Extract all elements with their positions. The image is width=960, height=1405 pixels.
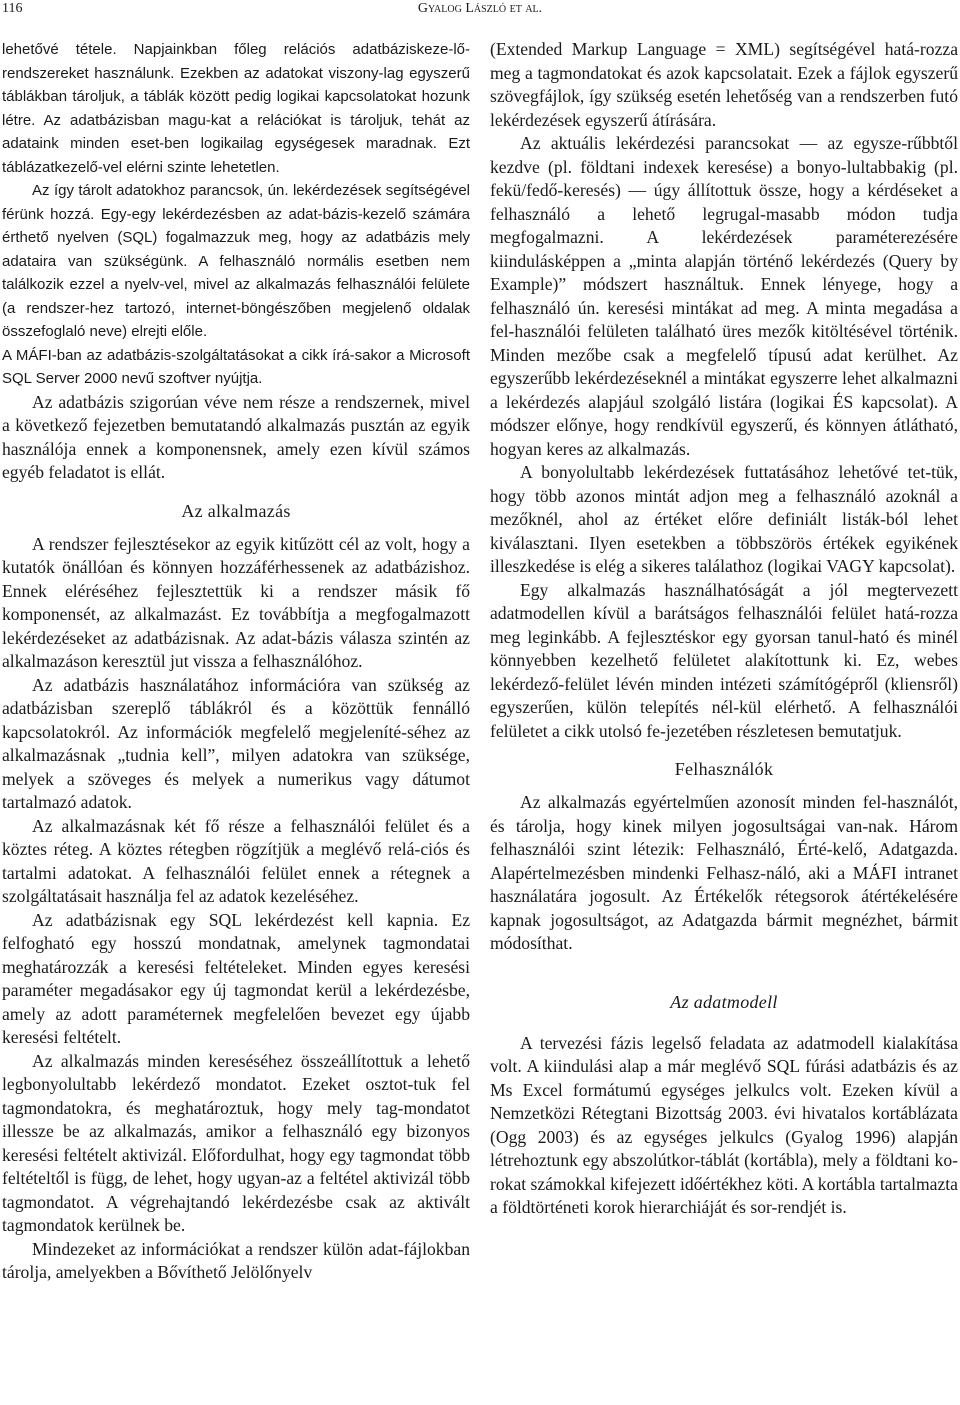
left-column	[2, 38, 470, 1285]
running-head: Gyalog László et al.	[417, 1, 543, 16]
paragraph	[2, 38, 470, 179]
text-run: Az adatbázisban magu-kat a relációkat is tároljuk, tehát az adataink minden eset-ben logikailag egységesek maradnak. Ezt táblázatkezelő-vel elérni szinte lehetetlen.	[2, 111, 470, 176]
paragraph	[2, 179, 470, 344]
text-run: lehetővé tétele. Napjainkban főleg relációs adatbáziskeze-lő-rendszereket használunk. Ezekben az adatokat viszony-lag egyszerű táblákban tároljuk, a táblák között pedig logikai kapcsolatokat hozunk létre.	[2, 41, 470, 129]
section-heading-felhasznalok: Felhasználók	[674, 759, 774, 779]
paragraph: A bonyolultabb lekérdezések futtatásához lehetővé tet-tük, hogy több azonos mintát adjon meg a felhasználó azoknál a mezőknél, ahol az értéket előre definiált listák-ból lehet kiválasztani. Ilyen esetekben a többszörös értékek egyikének illeszkedése is elég a sikeres találathoz (logikai VAGY kapcsolat).	[490, 462, 958, 576]
text-run: Az így tárolt adatokhoz parancsok, ún. lekérdezések segítségével férünk hozzá.	[2, 182, 470, 223]
paragraph: Egy alkalmazás használhatóságát a jól megtervezett adatmodellen kívül a barátságos felhasználói felület hatá-rozza meg leginkább. A fejlesztéskor egy gyorsan tanul-ható és minél könnyebben kezelhető felületet alakítottunk ki. Ez, webes lekérdező-felület lévén minden intézeti számítógépről (kliensről) egyszerűen, külön telepítés nél-kül elérhető. A felhasználói felületet a cikk utolsó fe-jezetében részletesen bemutatjuk.	[490, 579, 958, 741]
paragraph: Mindezeket az információkat a rendszer külön adat-fájlokban tárolja, amelyekben a Bővíthető Jelölőnyelv	[2, 1238, 470, 1282]
paragraph: Az alkalmazásnak két fő része a felhasználói felület és a köztes réteg. A köztes rétegben rögzítjük a meglévő relá-ciós és tartalmi adatokat. A felhasználói felület ennek a rétegnek a szolgáltatásait használja fel az adatok kezeléséhez.	[2, 815, 470, 906]
paragraph: Az adatbázis szigorúan véve nem része a rendszernek, mivel a következő fejezetben bemutatandó alkalmazás pusztán az egyik használója ennek a komponensnek, amely ezen kívül számos egyéb feladatot is ellát.	[2, 391, 470, 482]
paragraph: A MÁFI-ban az adatbázis-szolgáltatásokat a cikk írá-sakor a Microsoft SQL Server 2000 nevű szoftver nyújtja.	[2, 346, 470, 387]
paragraph: Az alkalmazás egyértelműen azonosít minden fel-használót, és tárolja, hogy kinek milyen jogosultságai van-nak. Három felhasználói szint létezik: Felhasználó, Érté-kelő, Adatgazda. Alapértelmezésben mindenki Felhasz-náló, aki a MÁFI intranet használatára jogosult. Az Értékelők rétegsorok átértékelésére kapnak jogosultságot, az Adatgazda bármit megnézhet, bármit módosíthat.	[490, 792, 958, 953]
page-number: 116	[2, 1, 23, 16]
section-heading-alkalmazas: Az alkalmazás	[181, 500, 291, 521]
paragraph: Az aktuális lekérdezési parancsokat — az egysze-rűbbtől kezdve (pl. földtani indexek keresése) a bonyo-lultabbakig (pl. fekü/fedő-keresés) — úgy állítottuk össze, hogy a kérdéseket a felhasználó a lehető legrugal-masabb módon tudja megfogalmazni. A lekérdezések paraméterezésére kiindulásképpen a „minta alapján történő lekérdezés (Query by Example)” módszert használtuk. Ennek lényege, hogy a felhasználó ún. keresési mintákat ad meg. A minta megadása a fel-használói felületen található üres mezők kitöltésével történik. Minden mezőbe csak a megfelelő típusú adat kerülhet. Az egyszerűbb lekérdezéseknél a mintákat egyszerre lehet alkalmazni a lekérdezés alapjául szolgáló listára (logikai ÉS kapcsolat). A módszer előnye, hogy rendkívül egyszerű, és könnyen átlátható, hogyan keres az alkalmazás.	[490, 133, 958, 459]
paragraph: A tervezési fázis legelső feladata az adatmodell kialakítása volt. A kiindulási alap a már meglévő SQL fúrási adatbázis és az Ms Excel formátumú egységes jelkulcs volt. Ezeken kívül a Nemzetközi Rétegtani Bizottság 2003. évi hivatalos kortáblázata (Ogg 2003) és az egységes jelkulcs (Gyalog 1996) alapján létrehoztunk egy abszolútkor-táblát (kortábla), mely a földtani ko-rokat számokkal kifejezett időértékhez köti. A kortábla tartalmazta a földtörténeti korok hierarchiáját és sor-rendjét is.	[490, 1032, 958, 1217]
text-run: Egy-egy lekérdezésben az adat-bázis-kezelő számára érthető nyelven (SQL) fogalmazzuk meg, hogy az adatbázis mely adataira van szükségünk.	[2, 205, 471, 270]
paragraph: Az adatbázis használatához információra van szükség az adatbázisban szereplő táblákról és a közöttük fennálló kapcsolatokról. Az információk megfelelő megjeleníté-séhez az alkalmazásnak „tudnia kell”, milyen adatokra van szüksége, melyek a szöveges és melyek a numerikus vagy dátumot tartalmazó adatok.	[2, 674, 470, 812]
paragraph: Az alkalmazás minden kereséséhez összeállítottuk a lehető legbonyolultabb lekérdező mondatot. Ezeket osztot-tuk fel tagmondatokra, és meghatároztuk, hogy mely tag-mondatot illessze be az alkalmazás, amikor a felhasználó egy bizonyos keresési feltételt aktivizál. Előfordulhat, hogy egy tagmondat több feltételtől is függ, de lehet, hogy ugyan-az a feltétel aktivizál több tagmondatot. A végrehajtandó lekérdezésbe csak az aktivált tagmondatok kerülnek be.	[2, 1050, 470, 1235]
paragraph: A rendszer fejlesztésekor az egyik kitűzött cél az volt, hogy a kutatók önállóan és könnyen hozzáférhessenek az adatbázishoz. Ennek eléréséhez fejlesztettük ki a rendszer másik fő komponensét, az alkalmazást. Ez továbbítja a megfogalmazott lekérdezéseket az adatbázisnak. Az adat-bázis válasza szintén az alkalmazáson keresztül jut vissza a felhasználóhoz.	[2, 533, 470, 671]
text-run: A felhasználó normális esetben nem találkozik ezzel a nyelv-vel, mivel az alkalmazás felhasználói felülete (a rendszer-hez tartozó, internet-böngészőben megjelenő oldalak összefoglaló neve) elrejti előle.	[2, 252, 471, 340]
page-header	[0, 0, 960, 22]
section-heading-adatmodell: Az adatmodell	[670, 991, 778, 1012]
paragraph: Az adatbázisnak egy SQL lekérdezést kell kapnia. Ez felfogható egy hosszú mondatnak, amelynek tagmondatai meghatározzák a keresési feltételeket. Minden egyes keresési paraméter megadásakor egy új tagmondat kerül a lekérdezésbe, amely az adott paraméternek megfelelően bevezet egy újabb keresési feltételt.	[2, 909, 470, 1047]
paragraph: (Extended Markup Language = XML) segítségével hatá-rozza meg a tagmondatokat és azok kapcsolatait. Ezek a fájlok egyszerű szövegfájlok, így szükség esetén lehetőség van a rendszerben futó lekérdezések egyszerű átírására.	[490, 39, 958, 130]
right-column	[490, 38, 958, 1220]
